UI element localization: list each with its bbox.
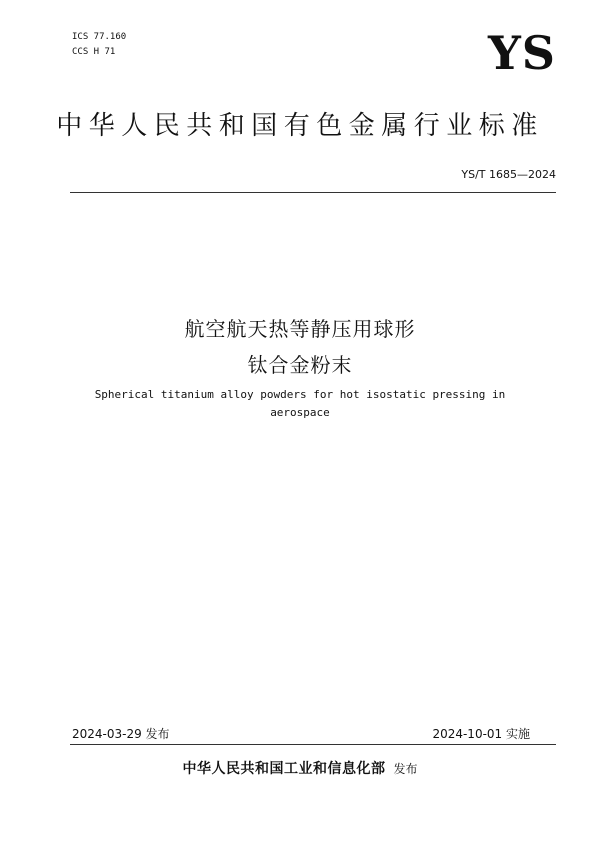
document-title-cn-line2: 钛合金粉末 xyxy=(247,353,353,377)
implement-date: 2024-10-01 实施 xyxy=(432,727,530,741)
ccs-code: CCS H 71 xyxy=(72,47,116,57)
issuer-suffix: 发布 xyxy=(393,762,418,776)
ics-code: ICS 77.160 xyxy=(72,32,127,42)
issuer-name: 中华人民共和国工业和信息化部 xyxy=(182,761,386,777)
issuer-line xyxy=(0,758,600,778)
publish-date: 2024-03-29 发布 xyxy=(72,727,170,741)
ys-logo: YS xyxy=(487,26,556,80)
standard-category-title: 中华人民共和国有色金属行业标准 xyxy=(56,111,544,141)
document-title-cn-line1: 航空航天热等静压用球形 xyxy=(184,317,416,341)
footer-divider xyxy=(70,744,556,745)
header-divider xyxy=(70,192,556,193)
document-title-en-line1: Spherical titanium alloy powders for hot isostatic pressing in xyxy=(94,388,506,401)
standard-number: YS/T 1685—2024 xyxy=(461,168,556,181)
classification-codes xyxy=(72,30,126,60)
document-title-en-line2: aerospace xyxy=(270,406,330,419)
